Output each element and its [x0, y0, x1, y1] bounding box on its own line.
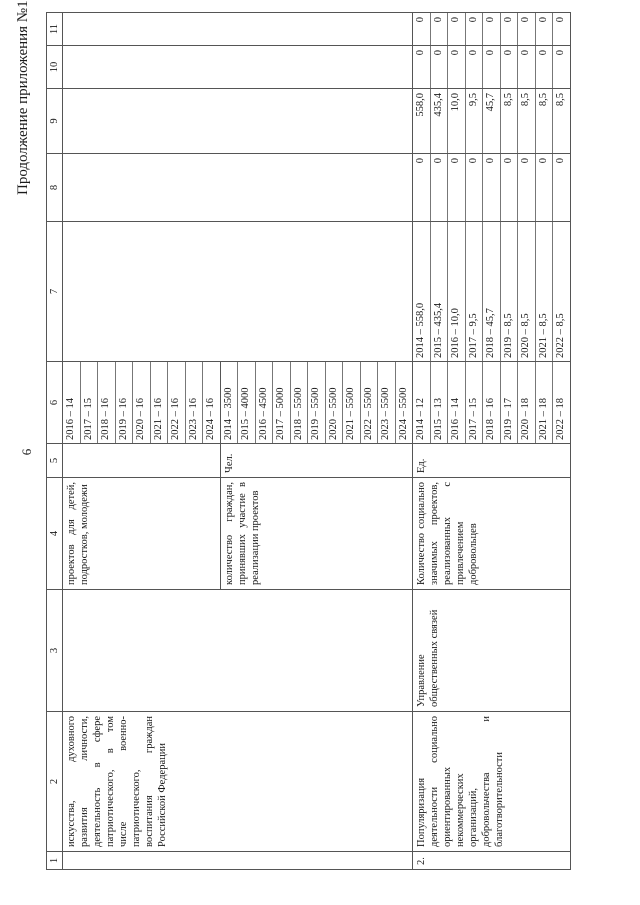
target-value: 2021 – 18: [536, 362, 554, 443]
cell-empty: [63, 154, 413, 222]
target-value: 2016 – 14: [63, 362, 81, 443]
funding-value: 2017 – 9,5: [466, 222, 484, 361]
funding-value: 435,4: [431, 89, 449, 153]
indicator-citizens: количество граждан, принявших участие в реализации проектов: [220, 478, 413, 590]
funding-value: 45,7: [483, 89, 501, 153]
table-row-continuation: [63, 13, 221, 870]
funding-col10-2: [413, 46, 571, 89]
target-value: 2017 – 15: [466, 362, 484, 443]
row-number: 2.: [413, 852, 571, 870]
target-value: 2024 – 16: [205, 398, 216, 440]
target-value: 2022 – 18: [555, 398, 566, 440]
target-value: 2020 – 16: [133, 362, 151, 443]
target-value: 2014 – 12: [413, 362, 431, 443]
funding-value: 0: [431, 154, 449, 221]
funding-value: 0: [536, 46, 554, 88]
funding-value: 0: [483, 13, 501, 45]
target-value: 2014 – 3500: [221, 362, 239, 443]
page-number: 6: [19, 448, 34, 456]
funding-col11-2: [413, 13, 571, 46]
target-value: 2022 – 5500: [361, 362, 379, 443]
targets-citizens: [220, 362, 413, 444]
funding-value: 0: [555, 50, 566, 56]
funding-total-2: [413, 222, 571, 362]
funding-value: 0: [501, 154, 519, 221]
funding-value: 0: [483, 154, 501, 221]
col-header: 9: [47, 89, 63, 154]
target-value: 2021 – 16: [151, 362, 169, 443]
col-header: 8: [47, 154, 63, 222]
funding-value: 0: [555, 158, 566, 164]
funding-value: 2018 – 45,7: [483, 222, 501, 361]
unit-citizens: Чел.: [220, 444, 413, 478]
funding-value: 0: [518, 46, 536, 88]
targets-projects: [63, 362, 221, 444]
funding-value: 2020 – 8,5: [518, 222, 536, 361]
funding-value: 0: [536, 13, 554, 45]
funding-value: 0: [431, 13, 449, 45]
header-row: [47, 13, 63, 870]
funding-col8-2: [413, 154, 571, 222]
targets-2: [413, 362, 571, 444]
funding-value: 0: [483, 46, 501, 88]
funding-value: 0: [448, 46, 466, 88]
continuation-title: Продолжение приложения №1: [15, 0, 31, 195]
executor-2: Управление общественных связей: [413, 590, 571, 712]
cell-empty: [63, 852, 413, 870]
funding-value: 0: [518, 154, 536, 221]
funding-value: 2014 – 558,0: [413, 222, 431, 361]
cell-empty: [63, 13, 413, 46]
target-value: 2018 – 16: [483, 362, 501, 443]
target-value: 2015 – 4000: [238, 362, 256, 443]
target-value: 2018 – 5500: [291, 362, 309, 443]
cell-empty: [63, 89, 413, 154]
funding-value: 8,5: [555, 93, 566, 107]
indicator-projects: проектов для детей, подростков, молодежи: [63, 478, 221, 590]
funding-value: 2016 – 10,0: [448, 222, 466, 361]
indicator-2: Количество социально значимых проектов, реализованных с привлечением добровольцев: [413, 478, 571, 590]
measure-name-2: Популяризация деятельности социально ориентированных некоммерческих организаций, добровольчества и благотворительности: [413, 712, 571, 852]
target-value: 2023 – 16: [186, 362, 204, 443]
funding-value: 558,0: [413, 89, 431, 153]
col-header: 5: [47, 444, 63, 478]
col-header: 11: [47, 13, 63, 46]
funding-value: 0: [501, 46, 519, 88]
target-value: 2019 – 16: [116, 362, 134, 443]
target-value: 2019 – 5500: [308, 362, 326, 443]
funding-value: 10,0: [448, 89, 466, 153]
funding-value: 0: [448, 154, 466, 221]
table-row-2: [413, 13, 571, 870]
funding-col9-2: [413, 89, 571, 154]
col-header: 4: [47, 478, 63, 590]
target-value: 2020 – 5500: [326, 362, 344, 443]
target-value: 2021 – 5500: [343, 362, 361, 443]
funding-value: 8,5: [518, 89, 536, 153]
funding-value: 8,5: [501, 89, 519, 153]
funding-value: 2021 – 8,5: [536, 222, 554, 361]
funding-value: 9,5: [466, 89, 484, 153]
cell-empty: [63, 222, 413, 362]
col-header: 10: [47, 46, 63, 89]
target-value: 2015 – 13: [431, 362, 449, 443]
funding-value: 0: [555, 17, 566, 23]
funding-value: 2019 – 8,5: [501, 222, 519, 361]
funding-value: 0: [466, 46, 484, 88]
target-value: 2023 – 5500: [378, 362, 396, 443]
funding-value: 0: [431, 46, 449, 88]
target-value: 2024 – 5500: [397, 387, 409, 440]
funding-value: 0: [536, 154, 554, 221]
measure-name-cont: искусства, духовного развития личности, деятельность в сфере патриотического, в том числе военно-патриотического, воспитания граждан Российской Федерации: [63, 712, 413, 852]
target-value: 2017 – 5000: [273, 362, 291, 443]
funding-value: 0: [466, 154, 484, 221]
funding-value: 0: [413, 13, 431, 45]
cell-empty: [63, 46, 413, 89]
cell-empty: [63, 444, 221, 478]
funding-value: 2015 – 435,4: [431, 222, 449, 361]
funding-value: 0: [501, 13, 519, 45]
cell-empty: [63, 590, 413, 712]
funding-value: 0: [466, 13, 484, 45]
target-value: 2018 – 16: [98, 362, 116, 443]
target-value: 2020 – 18: [518, 362, 536, 443]
target-value: 2019 – 17: [501, 362, 519, 443]
target-value: 2016 – 14: [448, 362, 466, 443]
target-value: 2016 – 4500: [256, 362, 274, 443]
col-header: 6: [47, 362, 63, 444]
unit-2: Ед.: [413, 444, 571, 478]
funding-value: 0: [518, 13, 536, 45]
col-header: 3: [47, 590, 63, 712]
col-header: 1: [47, 852, 63, 870]
program-table: [46, 12, 571, 870]
col-header: 2: [47, 712, 63, 852]
funding-value: 0: [448, 13, 466, 45]
col-header: 7: [47, 222, 63, 362]
funding-value: 2022 – 8,5: [555, 313, 566, 358]
funding-value: 0: [413, 46, 431, 88]
target-value: 2017 – 15: [81, 362, 99, 443]
target-value: 2022 – 16: [168, 362, 186, 443]
funding-value: 0: [413, 154, 431, 221]
funding-value: 8,5: [536, 89, 554, 153]
